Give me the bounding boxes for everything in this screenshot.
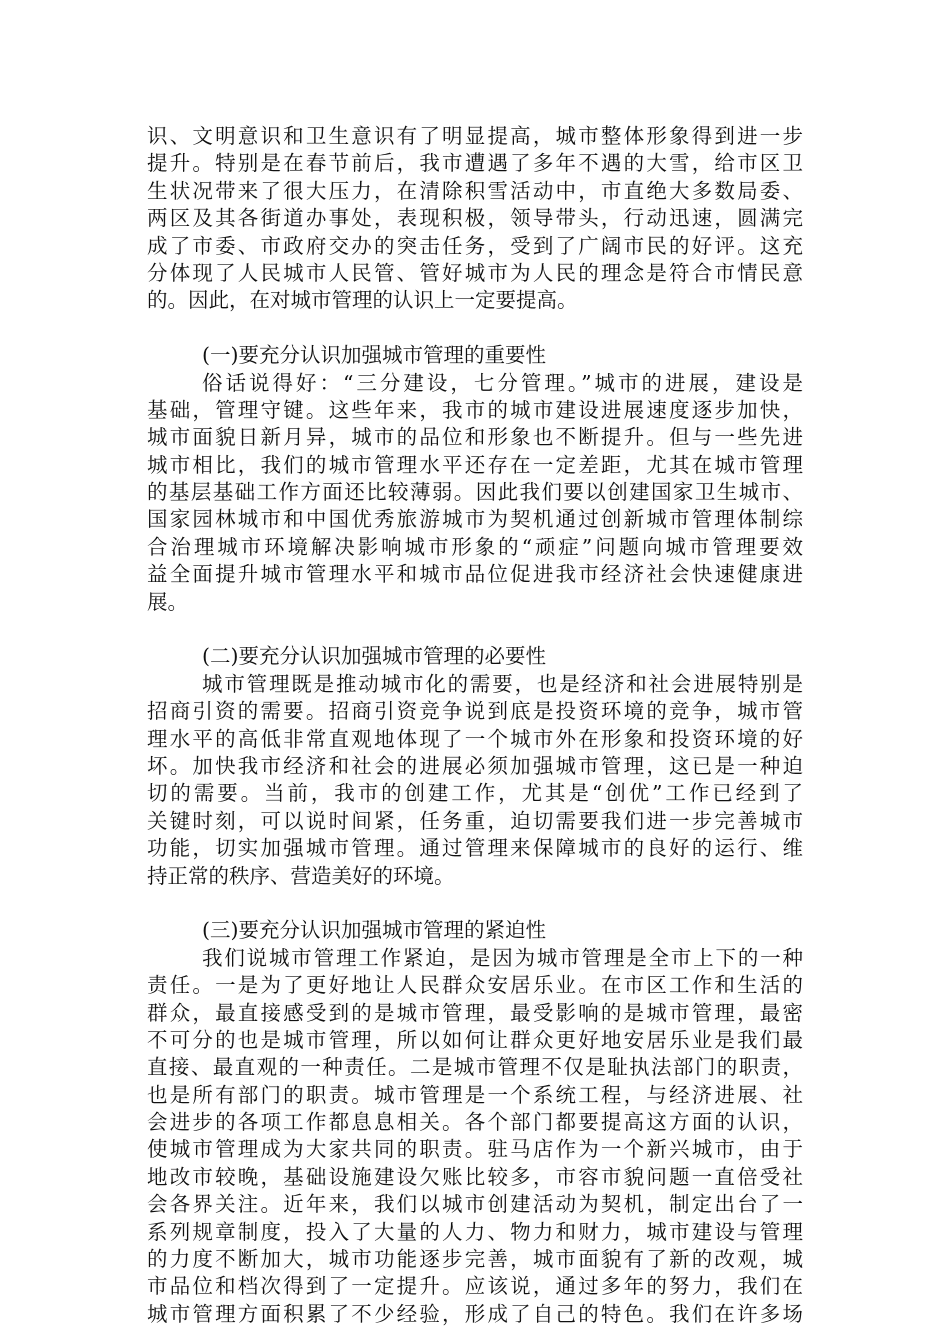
text-line: 我们说城市管理工作紧迫，是因为城市管理是全市上下的一种 bbox=[202, 945, 803, 970]
text-line: 切的需要。当前，我市的创建工作，尤其是“创优”工作已经到了 bbox=[147, 781, 803, 806]
text-line: 的。因此，在对城市管理的认识上一定要提高。 bbox=[147, 288, 578, 313]
text-line: 两区及其各街道办事处，表现积极，领导带头，行动迅速，圆满完 bbox=[147, 206, 803, 231]
text-line: 的力度不断加大，城市功能逐步完善，城市面貌有了新的改观，城 bbox=[147, 1247, 803, 1272]
text-line: 持正常的秩序、营造美好的环境。 bbox=[147, 863, 455, 888]
section-urgency bbox=[147, 917, 803, 1328]
text-line: 城市面貌日新月异，城市的品位和形象也不断提升。但与一些先进 bbox=[147, 425, 803, 450]
text-line: 群众，最直接感受到的是城市管理，最受影响的是城市管理，最密 bbox=[147, 1000, 803, 1025]
section-heading: (二)要充分认识加强城市管理的必要性 bbox=[202, 644, 546, 669]
text-line: 地改市较晚，基础设施建设欠账比较多，市容市貌问题一直倍受社 bbox=[147, 1164, 803, 1189]
text-line: 招商引资的需要。招商引资竞争说到底是投资环境的竞争，城市管 bbox=[147, 699, 803, 724]
text-line: 识、文明意识和卫生意识有了明显提高，城市整体形象得到进一步 bbox=[147, 124, 803, 148]
paragraph-spacer bbox=[147, 890, 803, 917]
text-line: 生状况带来了很大压力，在清除积雪活动中，市直绝大多数局委、 bbox=[147, 178, 803, 203]
text-line: 城市管理方面积累了不少经验，形成了自己的特色。我们在许多场 bbox=[147, 1301, 803, 1326]
text-line: 展。 bbox=[147, 589, 188, 614]
document-page bbox=[147, 123, 803, 1328]
text-line: 会各界关注。近年来，我们以城市创建活动为契机，制定出台了一 bbox=[147, 1192, 803, 1217]
text-line: 会进步的各项工作都息息相关。各个部门都要提高这方面的认识， bbox=[147, 1110, 803, 1135]
text-line: 直接、最直观的一种责任。二是城市管理不仅是耻执法部门的职责， bbox=[147, 1055, 803, 1080]
text-line: 城市相比，我们的城市管理水平还存在一定差距，尤其在城市管理 bbox=[147, 452, 803, 477]
text-line: 坏。加快我市经济和社会的进展必须加强城市管理，这已是一种迫 bbox=[147, 753, 803, 778]
text-line: 系列规章制度，投入了大量的人力、物力和财力，城市建设与管理 bbox=[147, 1219, 803, 1244]
text-line: 也是所有部门的职责。城市管理是一个系统工程，与经济进展、社 bbox=[147, 1082, 803, 1107]
text-line: 提升。特别是在春节前后，我市遭遇了多年不遇的大雪，给市区卫 bbox=[147, 151, 803, 176]
text-line: 功能，切实加强城市管理。通过管理来保障城市的良好的运行、维 bbox=[147, 836, 803, 861]
text-line: 合治理城市环境解决影响城市形象的“顽症”问题向城市管理要效 bbox=[147, 534, 803, 559]
text-line: 分体现了人民城市人民管、管好城市为人民的理念是符合市情民意 bbox=[147, 260, 803, 285]
paragraph-spacer bbox=[147, 315, 803, 342]
text-line: 成了市委、市政府交办的突击任务，受到了广阔市民的好评。这充 bbox=[147, 233, 803, 258]
section-necessity bbox=[147, 643, 803, 890]
section-heading: (一)要充分认识加强城市管理的重要性 bbox=[202, 343, 546, 368]
text-line: 理水平的高低非常直观地体现了一个城市外在形象和投资环境的好 bbox=[147, 726, 803, 751]
paragraph-spacer bbox=[147, 616, 803, 643]
text-line: 不可分的也是城市管理，所以如何让群众更好地安居乐业是我们最 bbox=[147, 1027, 803, 1052]
section-heading: (三)要充分认识加强城市管理的紧迫性 bbox=[202, 918, 546, 943]
text-line: 基础，管理守键。这些年来，我市的城市建设进展速度逐步加快， bbox=[147, 397, 803, 422]
text-line: 益全面提升城市管理水平和城市品位促进我市经济社会快速健康进 bbox=[147, 562, 803, 587]
section-importance bbox=[147, 342, 803, 616]
text-line: 国家园林城市和中国优秀旅游城市为契机通过创新城市管理体制综 bbox=[147, 507, 803, 532]
body-paragraph bbox=[147, 123, 803, 315]
text-line: 责任。一是为了更好地让人民群众安居乐业。在市区工作和生活的 bbox=[147, 973, 803, 998]
text-line: 俗话说得好：“三分建设，七分管理。”城市的进展，建设是 bbox=[202, 370, 803, 395]
text-line: 关键时刻，可以说时间紧，任务重，迫切需要我们进一步完善城市 bbox=[147, 808, 803, 833]
text-line: 市品位和档次得到了一定提升。应该说，通过多年的努力，我们在 bbox=[147, 1274, 803, 1299]
text-line: 使城市管理成为大家共同的职责。驻马店作为一个新兴城市，由于 bbox=[147, 1137, 803, 1162]
text-line: 城市管理既是推动城市化的需要，也是经济和社会进展特别是 bbox=[202, 671, 803, 696]
text-line: 的基层基础工作方面还比较薄弱。因此我们要以创建国家卫生城市、 bbox=[147, 480, 803, 505]
